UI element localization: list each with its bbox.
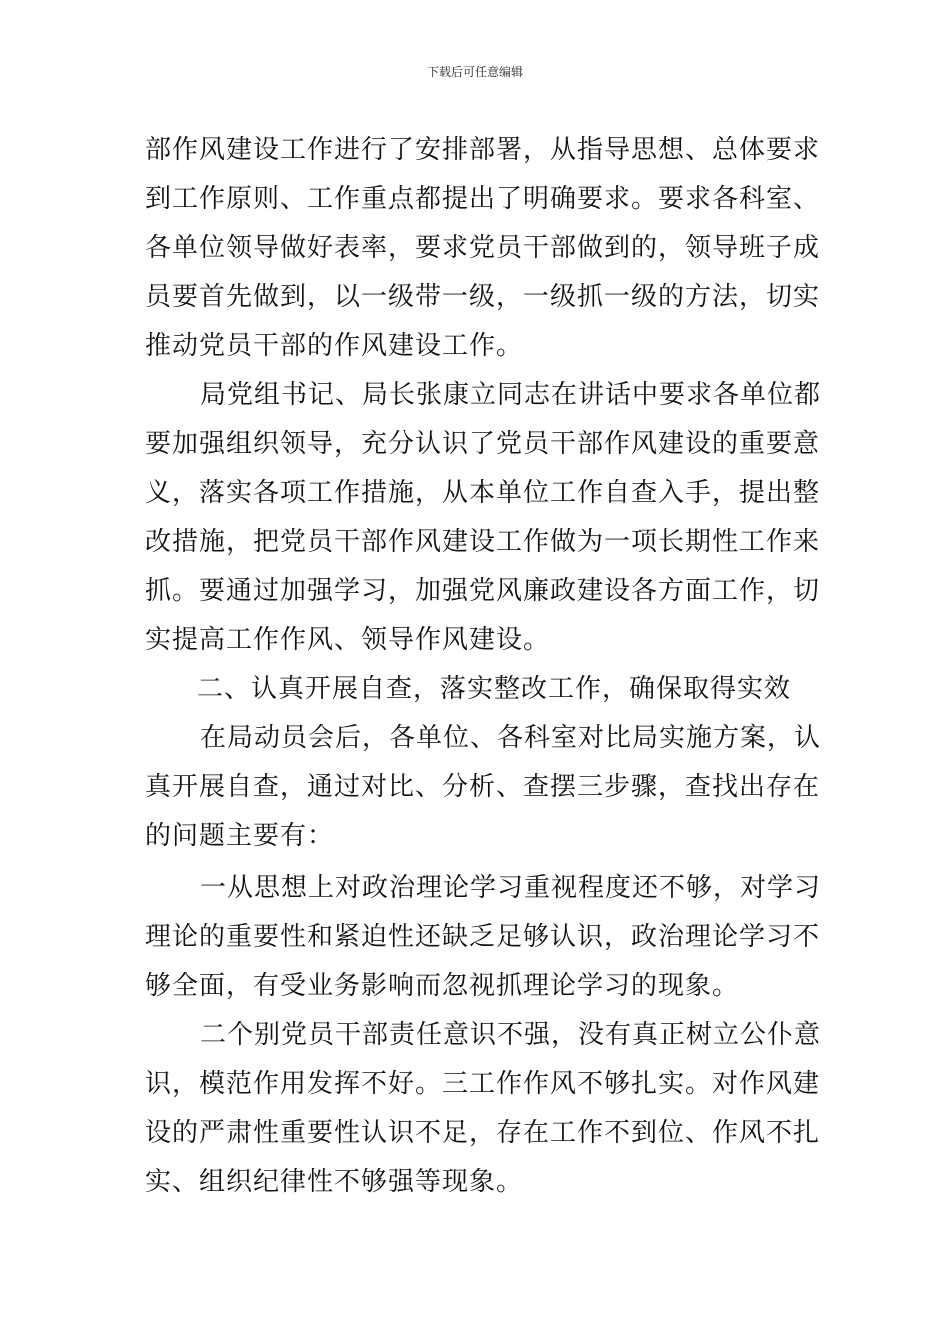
text-line: 设的严肃性重要性认识不足，存在工作不到位、作风不扎 (145, 1118, 821, 1148)
section-heading: 二、认真开展自查，落实整改工作，确保取得实效 (197, 674, 792, 704)
text-line: 部作风建设工作进行了安排部署，从指导思想、总体要求 (145, 135, 821, 165)
text-line: 各单位领导做好表率，要求党员干部做到的，领导班子成 (145, 233, 821, 263)
page-header: 下载后可任意编辑 (426, 65, 523, 79)
text-line: 到工作原则、工作重点都提出了明确要求。要求各科室、 (145, 184, 821, 214)
paragraph-first-line: 一从思想上对政治理论学习重视程度还不够，对学习 (200, 873, 822, 903)
text-line: 够全面，有受业务影响而忽视抓理论学习的现象。 (145, 971, 740, 1001)
paragraph-first-line: 局党组书记、局长张康立同志在讲话中要求各单位都 (200, 380, 822, 410)
document-body (145, 126, 822, 1207)
text-line: 抓。要通过加强学习，加强党风廉政建设各方面工作，切 (145, 576, 821, 606)
paragraph-first-line: 在局动员会后，各单位、各科室对比局实施方案，认 (200, 723, 822, 753)
text-line: 要加强组织领导，充分认识了党员干部作风建设的重要意 (145, 429, 821, 459)
text-line: 改措施，把党员干部作风建设工作做为一项长期性工作来 (145, 527, 821, 557)
paragraph-first-line: 二个别党员干部责任意识不强，没有真正树立公仆意 (200, 1020, 822, 1050)
text-line: 真开展自查，通过对比、分析、查摆三步骤，查找出存在 (145, 772, 821, 802)
text-line: 实提高工作作风、领导作风建设。 (145, 625, 551, 655)
text-line: 识，模范作用发挥不好。三工作作风不够扎实。对作风建 (145, 1069, 821, 1099)
text-line: 义，落实各项工作措施，从本单位工作自查入手，提出整 (145, 478, 821, 508)
text-line: 实、组织纪律性不够强等现象。 (145, 1167, 524, 1197)
text-line: 理论的重要性和紧迫性还缺乏足够认识，政治理论学习不 (145, 922, 821, 952)
text-line: 员要首先做到，以一级带一级，一级抓一级的方法，切实 (145, 282, 821, 312)
text-line: 推动党员干部的作风建设工作。 (145, 331, 524, 361)
text-line: 的问题主要有： (145, 821, 335, 851)
